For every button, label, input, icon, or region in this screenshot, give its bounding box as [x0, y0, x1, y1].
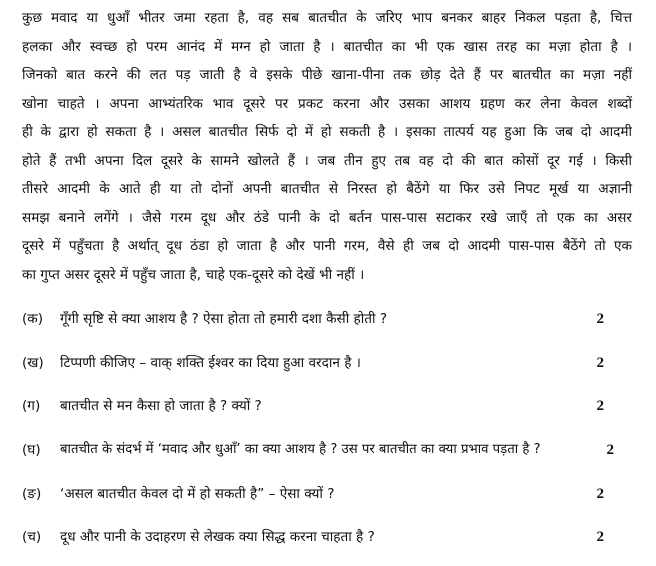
question-text: ‘असल बातचीत केवल दो में हो सकती है” – ऐसा क्यों ?: [60, 485, 335, 502]
passage-line: जिनको बात करने की लत पड़ जाती है वे इसके पीछे खाना-पीना तक छोड़ देते हैं पर बातचीत का मज़ा नहीं: [22, 67, 632, 83]
question-item: [22, 479, 604, 523]
passage-line: तीसरे आदमी के आते ही या तो दोनों अपनी बातचीत से निरस्त हो बैठेंगे या फिर उसे निपट मूर्ख या अज्ञानी: [22, 181, 632, 197]
question-item: [22, 391, 604, 435]
question-marks: 2: [596, 398, 604, 415]
question-marks: 2: [596, 311, 604, 327]
question-text: गूँगी सृष्टि से क्या आशय है ? ऐसा होता तो हमारी दशा कैसी होती ?: [60, 311, 388, 327]
question-label: (ङ): [22, 485, 42, 502]
passage-paragraph: [22, 4, 632, 289]
question-text: टिप्पणी कीजिए – वाक् शक्ति ईश्वर का दिया हुआ वरदान है ।: [60, 354, 361, 371]
question-item: [22, 522, 604, 566]
passage-line: का गुप्त असर दूसरे में पहुँच जाता है, चाहे एक-दूसरे को देखें भी नहीं ।: [22, 266, 365, 283]
passage-line: होते हैं तभी अपना दिल दूसरे के सामने खोलते हैं । जब तीन हुए तब वह दो की बात कोसों दूर गई । किसी: [22, 152, 632, 169]
question-text: बातचीत के संदर्भ में ‘मवाद और धुआँ’ का क्या आशय है ? उस पर बातचीत का क्या प्रभाव पड़ता है ?: [60, 442, 541, 458]
question-label: (क): [22, 311, 44, 327]
passage-line: हलका और स्वच्छ हो परम आनंद में मग्न हो जाता है । बातचीत का भी एक खास तरह का मज़ा होता है ।: [22, 38, 632, 55]
question-text: दूध और पानी के उदाहरण से लेखक क्या सिद्ध करना चाहता है ?: [60, 529, 375, 546]
question-text: बातचीत से मन कैसा हो जाता है ? क्यों ?: [60, 398, 262, 415]
question-item: [22, 435, 614, 479]
passage-line: दूसरे में पहुँचता है अर्थात् दूध ठंडा हो जाता है और पानी गरम, वैसे ही जब दो आदमी पास-पास बैठेंगे तो एक: [22, 238, 632, 254]
question-marks: 2: [606, 442, 614, 459]
passage-line: कुछ मवाद या धुआँ भीतर जमा रहता है, वह सब बातचीत के जरिए भाप बनकर बाहर निकल पड़ता है, चित्त: [22, 10, 632, 26]
question-marks: 2: [596, 485, 604, 502]
question-label: (ख): [22, 354, 44, 371]
question-marks: 2: [596, 354, 604, 371]
passage-line: खोना चाहते । अपना आभ्यंतरिक भाव दूसरे पर प्रकट करना और उसका आशय ग्रहण कर लेना केवल शब्दों: [22, 95, 632, 112]
question-marks: 2: [596, 529, 604, 546]
question-label: (घ): [22, 442, 41, 459]
question-label: (ग): [22, 398, 41, 415]
question-item: [22, 348, 604, 392]
passage-line: समझ बनाने लगेंगे । जैसे गरम दूध और ठंडे पानी के दो बर्तन पास-पास सटाकर रखे जाएँ तो एक का असर: [22, 209, 632, 226]
question-list: [22, 304, 614, 566]
question-item: [22, 304, 604, 348]
passage-line: ही के द्वारा हो सकता है । असल बातचीत सिर्फ दो में हो सकती है । इसका तात्पर्य यह हुआ कि जब दो आदमी: [22, 124, 632, 140]
question-label: (च): [22, 529, 42, 546]
